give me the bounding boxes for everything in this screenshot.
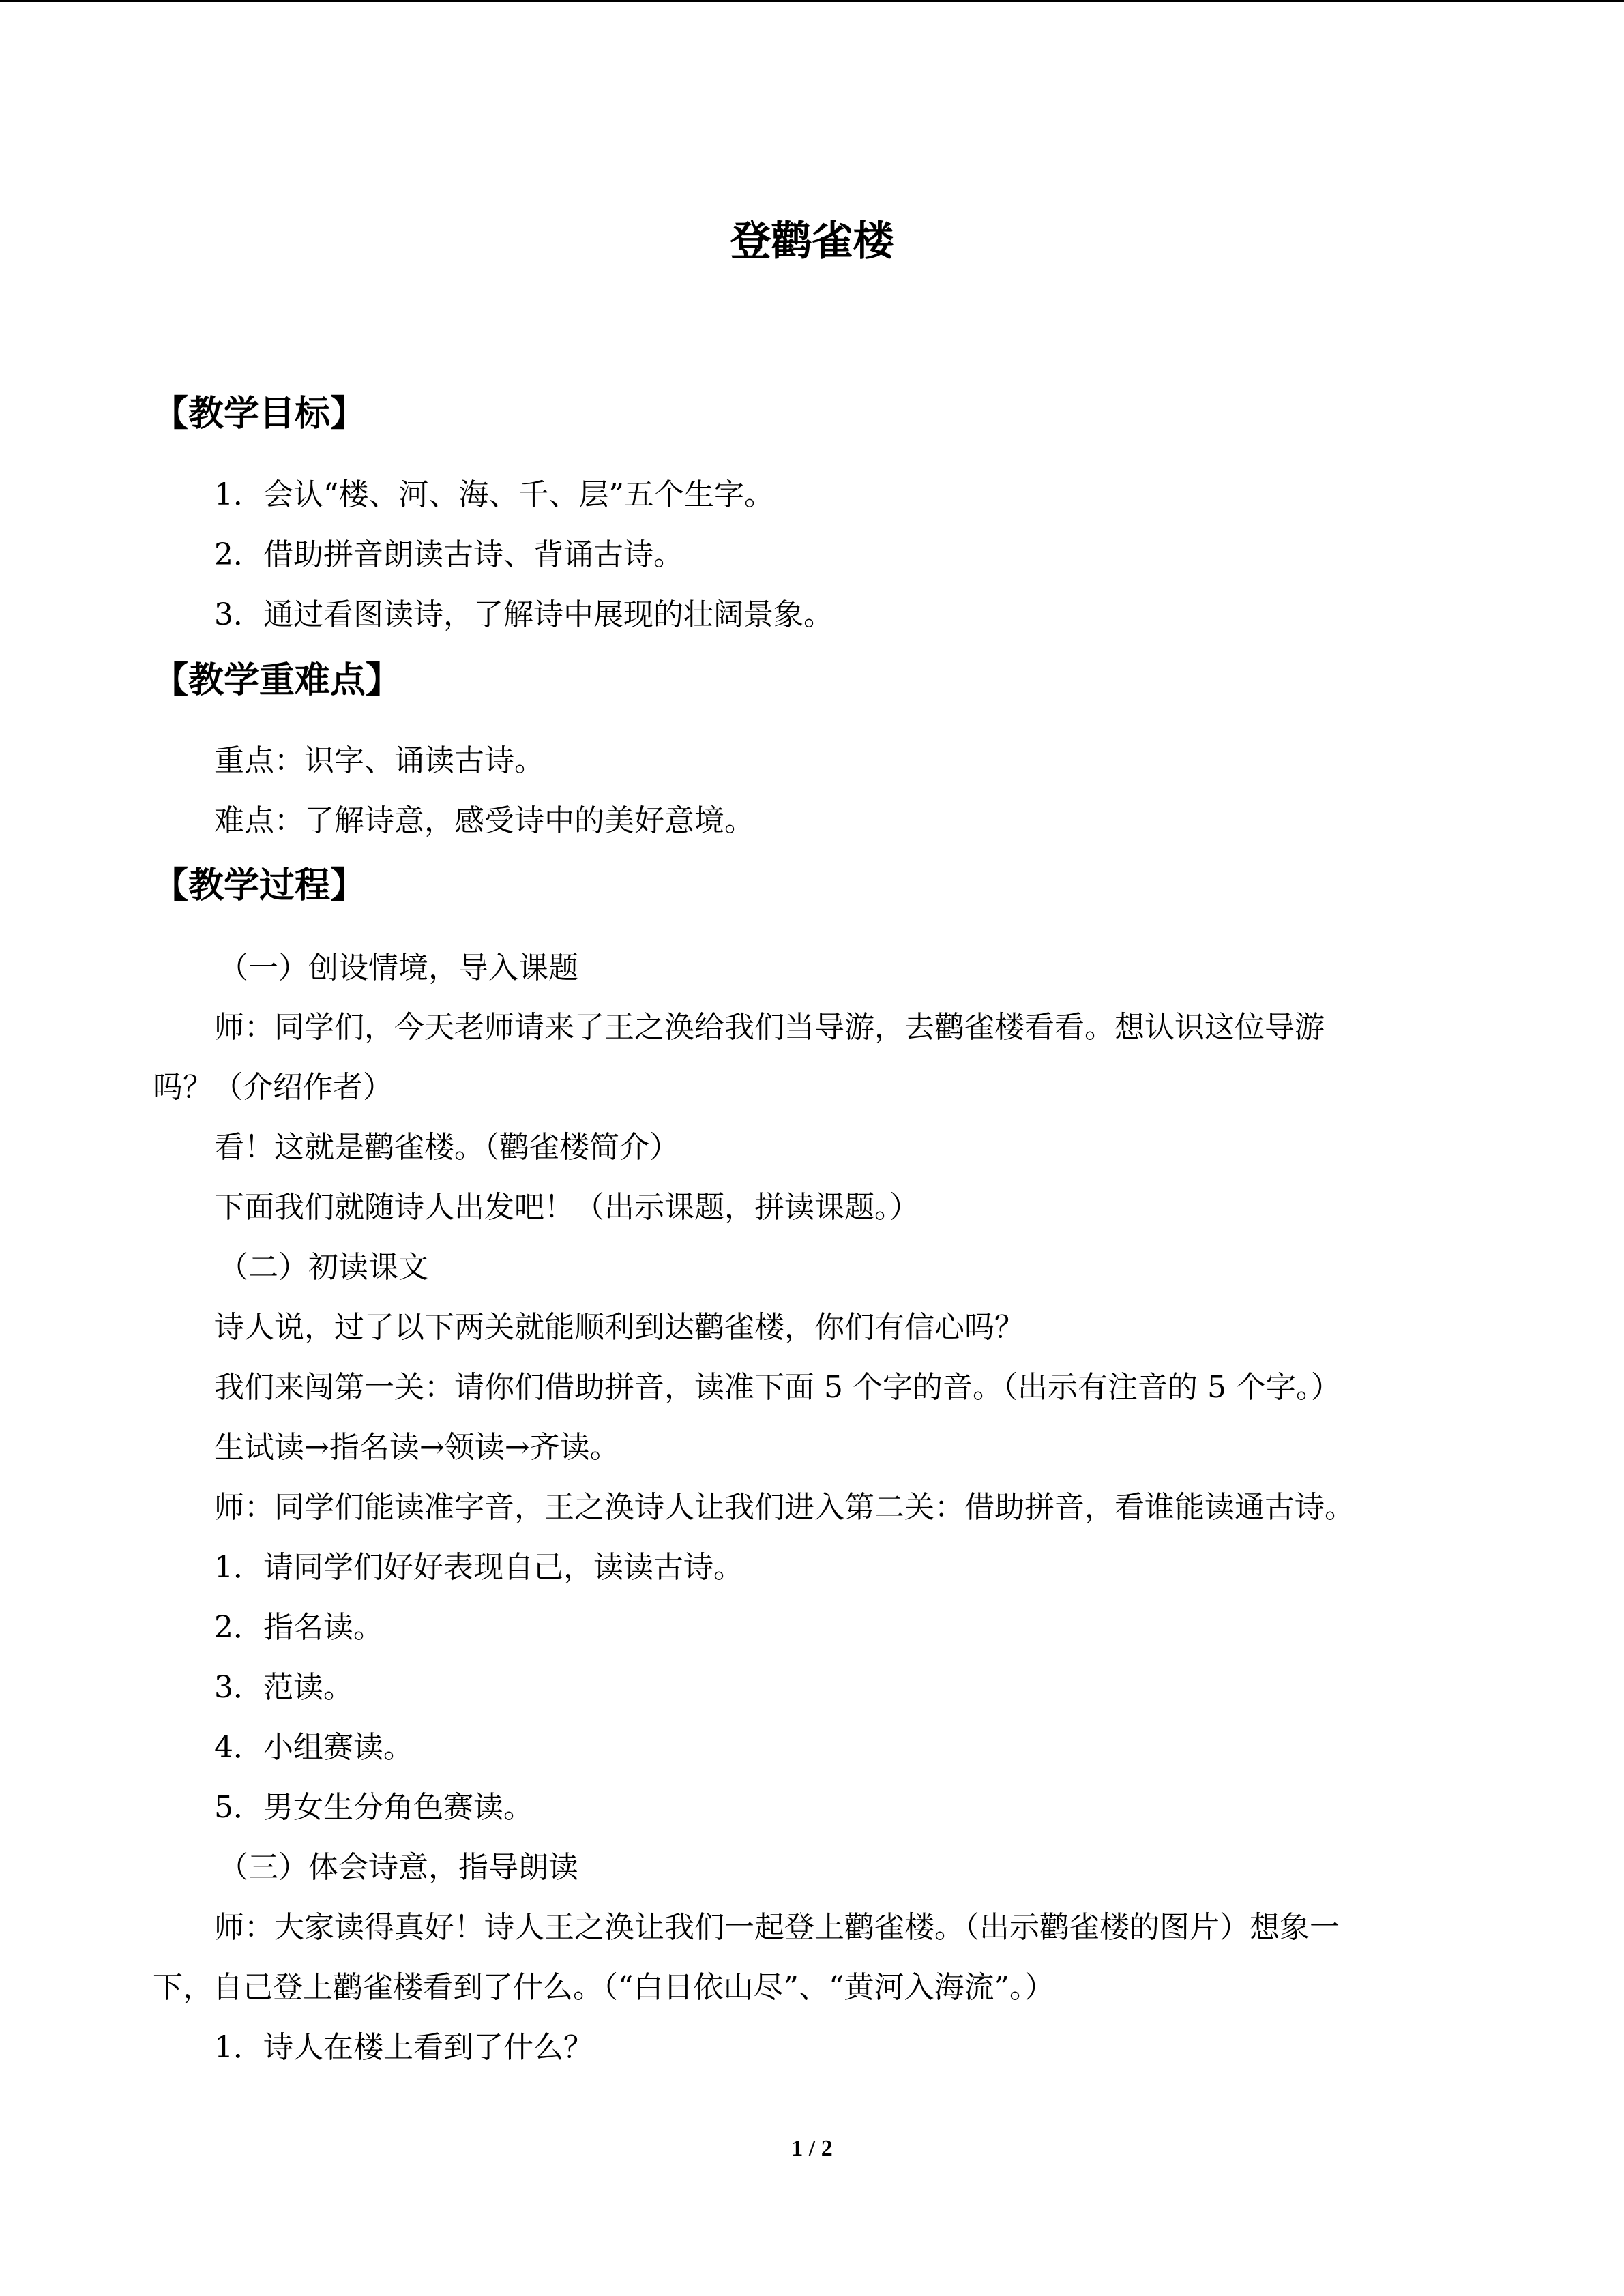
process-question: 1．诗人在楼上看到了什么？ — [214, 2030, 593, 2065]
process-step: 1．请同学们好好表现自己，读读古诗。 — [214, 1550, 743, 1585]
objective-item: 2．借助拼音朗读古诗、背诵古诗。 — [214, 537, 683, 572]
process-subheading: （一）创设情境，导入课题 — [218, 951, 578, 985]
process-subheading: （三）体会诗意，指导朗读 — [218, 1850, 578, 1885]
process-paragraph: 看！这就是鹳雀楼。（鹳雀楼简介） — [214, 1130, 679, 1165]
page-number: 1 / 2 — [791, 2136, 833, 2161]
section-heading-objectives: 【教学目标】 — [153, 393, 366, 434]
difficulty-item: 难点：了解诗意，感受诗中的美好意境。 — [214, 803, 754, 838]
process-step: 3．范读。 — [214, 1670, 353, 1705]
process-step: 5．男女生分角色赛读。 — [214, 1790, 533, 1825]
top-border-line — [0, 0, 1624, 2]
process-paragraph: 我们来闯第一关：请你们借助拼音，读准下面 5 个字的音。（出示有注音的 5 个字。） — [214, 1370, 1341, 1405]
process-subheading: （二）初读课文 — [218, 1250, 428, 1285]
process-paragraph: 吗？（介绍作者） — [153, 1070, 393, 1105]
objective-item: 1．会认“楼、河、海、千、层”五个生字。 — [214, 477, 774, 512]
key-point-item: 重点：识字、诵读古诗。 — [214, 743, 544, 778]
process-paragraph: 下，自己登上鹳雀楼看到了什么。（“白日依山尽”、“黄河入海流”。） — [153, 1970, 1054, 2005]
process-paragraph: 生试读→指名读→领读→齐读。 — [214, 1430, 620, 1465]
process-paragraph: 师：大家读得真好！诗人王之涣让我们一起登上鹳雀楼。（出示鹳雀楼的图片）想象一 — [214, 1910, 1340, 1945]
process-paragraph: 师：同学们，今天老师请来了王之涣给我们当导游，去鹳雀楼看看。想认识这位导游 — [214, 1010, 1325, 1045]
process-step: 4．小组赛读。 — [214, 1730, 413, 1765]
process-paragraph: 诗人说，过了以下两关就能顺利到达鹳雀楼，你们有信心吗？ — [214, 1310, 1024, 1345]
process-paragraph: 师：同学们能读准字音，王之涣诗人让我们进入第二关：借助拼音，看谁能读通古诗。 — [214, 1490, 1355, 1525]
document-title: 登鹳雀楼 — [730, 218, 894, 265]
process-step: 2．指名读。 — [214, 1610, 383, 1645]
section-heading-process: 【教学过程】 — [153, 865, 366, 906]
process-paragraph: 下面我们就随诗人出发吧！（出示课题，拼读课题。） — [214, 1190, 919, 1225]
section-heading-key-points: 【教学重难点】 — [153, 660, 402, 701]
objective-item: 3．通过看图读诗，了解诗中展现的壮阔景象。 — [214, 597, 833, 632]
